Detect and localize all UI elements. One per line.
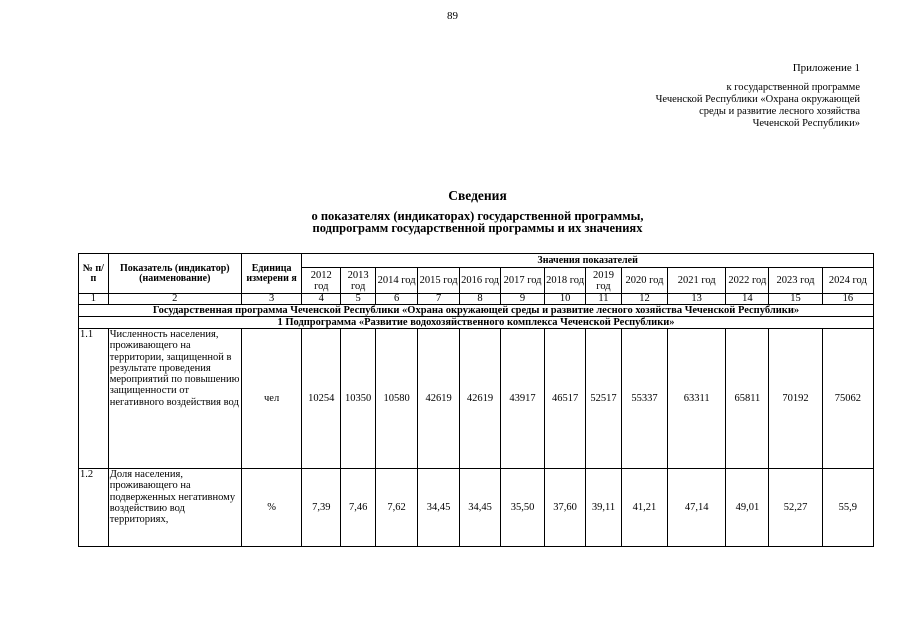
header-unit: Единица измерени я bbox=[241, 254, 301, 294]
column-number: 8 bbox=[460, 294, 501, 305]
header-row bbox=[79, 254, 874, 268]
value-cell: 70192 bbox=[769, 329, 822, 469]
indicator-name: Доля населения, проживающего на подверженных негативному воздействию вод территориях, bbox=[108, 469, 241, 547]
column-number: 16 bbox=[822, 294, 873, 305]
header-year: 2020 год bbox=[621, 268, 667, 294]
header-no: № п/п bbox=[79, 254, 109, 294]
row-number: 1.2 bbox=[79, 469, 109, 547]
column-number: 10 bbox=[545, 294, 586, 305]
subtitle-line: подпрограмм государственной программы и их значениях bbox=[312, 221, 643, 235]
column-number: 12 bbox=[621, 294, 667, 305]
row-number: 1.1 bbox=[79, 329, 109, 469]
column-number: 7 bbox=[418, 294, 460, 305]
header-indicator: Показатель (индикатор) (наименование) bbox=[108, 254, 241, 294]
header-year: 2013 год bbox=[341, 268, 376, 294]
value-cell: 47,14 bbox=[667, 469, 725, 547]
appendix-line: Чеченской Республики «Охрана окружающей bbox=[655, 94, 860, 105]
document-subtitle bbox=[0, 210, 905, 234]
value-cell: 10254 bbox=[302, 329, 341, 469]
header-year: 2015 год bbox=[418, 268, 460, 294]
value-cell: 46517 bbox=[545, 329, 586, 469]
header-year: 2019 год bbox=[586, 268, 622, 294]
column-number: 1 bbox=[79, 294, 109, 305]
column-number: 2 bbox=[108, 294, 241, 305]
value-cell: 42619 bbox=[460, 329, 501, 469]
header-year: 2012 год bbox=[302, 268, 341, 294]
program-title-row bbox=[79, 305, 874, 317]
value-cell: 35,50 bbox=[501, 469, 545, 547]
subprogram-title-row bbox=[79, 317, 874, 329]
appendix-line: Чеченской Республики» bbox=[752, 118, 860, 129]
value-cell: 75062 bbox=[822, 329, 873, 469]
indicator-name: Численность населения, проживающего на территории, защищенной в результате проведения мероприятий по повышению защищенности от негативного воздействия вод bbox=[108, 329, 241, 469]
subprogram-title: 1 Подпрограмма «Развитие водохозяйственного комплекса Чеченской Республики» bbox=[79, 317, 874, 329]
header-year: 2022 год bbox=[726, 268, 769, 294]
header-year: 2024 год bbox=[822, 268, 873, 294]
column-number: 5 bbox=[341, 294, 376, 305]
document-title: Сведения bbox=[448, 188, 507, 203]
appendix-line: среды и развитие лесного хозяйства bbox=[699, 106, 860, 117]
header-year: 2016 год bbox=[460, 268, 501, 294]
subtitle-line: о показателях (индикаторах) государственной программы, bbox=[311, 209, 644, 223]
indicators-table bbox=[78, 253, 874, 547]
header-year: 2021 год bbox=[667, 268, 725, 294]
column-number: 6 bbox=[376, 294, 418, 305]
value-cell: 43917 bbox=[501, 329, 545, 469]
appendix-reference bbox=[656, 82, 860, 130]
header-year: 2017 год bbox=[501, 268, 545, 294]
table-row bbox=[79, 469, 874, 547]
column-number: 14 bbox=[726, 294, 769, 305]
header-year: 2018 год bbox=[545, 268, 586, 294]
value-cell: 49,01 bbox=[726, 469, 769, 547]
value-cell: 42619 bbox=[418, 329, 460, 469]
value-cell: 7,46 bbox=[341, 469, 376, 547]
value-cell: 34,45 bbox=[418, 469, 460, 547]
column-number: 11 bbox=[586, 294, 622, 305]
appendix-title: Приложение 1 bbox=[792, 62, 860, 74]
header-year: 2023 год bbox=[769, 268, 822, 294]
value-cell: 10350 bbox=[341, 329, 376, 469]
value-cell: 41,21 bbox=[621, 469, 667, 547]
value-cell: 55337 bbox=[621, 329, 667, 469]
value-cell: 65811 bbox=[726, 329, 769, 469]
column-number: 15 bbox=[769, 294, 822, 305]
value-cell: 34,45 bbox=[460, 469, 501, 547]
column-number: 13 bbox=[667, 294, 725, 305]
value-cell: 52517 bbox=[586, 329, 622, 469]
value-cell: 7,39 bbox=[302, 469, 341, 547]
column-numbers-row bbox=[79, 294, 874, 305]
unit-cell: % bbox=[241, 469, 301, 547]
value-cell: 39,11 bbox=[586, 469, 622, 547]
appendix-line: к государственной программе bbox=[726, 82, 860, 93]
column-number: 9 bbox=[501, 294, 545, 305]
value-cell: 63311 bbox=[667, 329, 725, 469]
value-cell: 7,62 bbox=[376, 469, 418, 547]
header-year: 2014 год bbox=[376, 268, 418, 294]
value-cell: 10580 bbox=[376, 329, 418, 469]
value-cell: 52,27 bbox=[769, 469, 822, 547]
value-cell: 55,9 bbox=[822, 469, 873, 547]
table-row bbox=[79, 329, 874, 469]
page-number: 89 bbox=[447, 10, 458, 22]
program-title: Государственная программа Чеченской Республики «Охрана окружающей среды и развитие лесного хозяйства Чеченской Республики» bbox=[79, 305, 874, 317]
column-number: 3 bbox=[241, 294, 301, 305]
value-cell: 37,60 bbox=[545, 469, 586, 547]
column-number: 4 bbox=[302, 294, 341, 305]
unit-cell: чел bbox=[241, 329, 301, 469]
header-values-group: Значения показателей bbox=[302, 254, 874, 268]
